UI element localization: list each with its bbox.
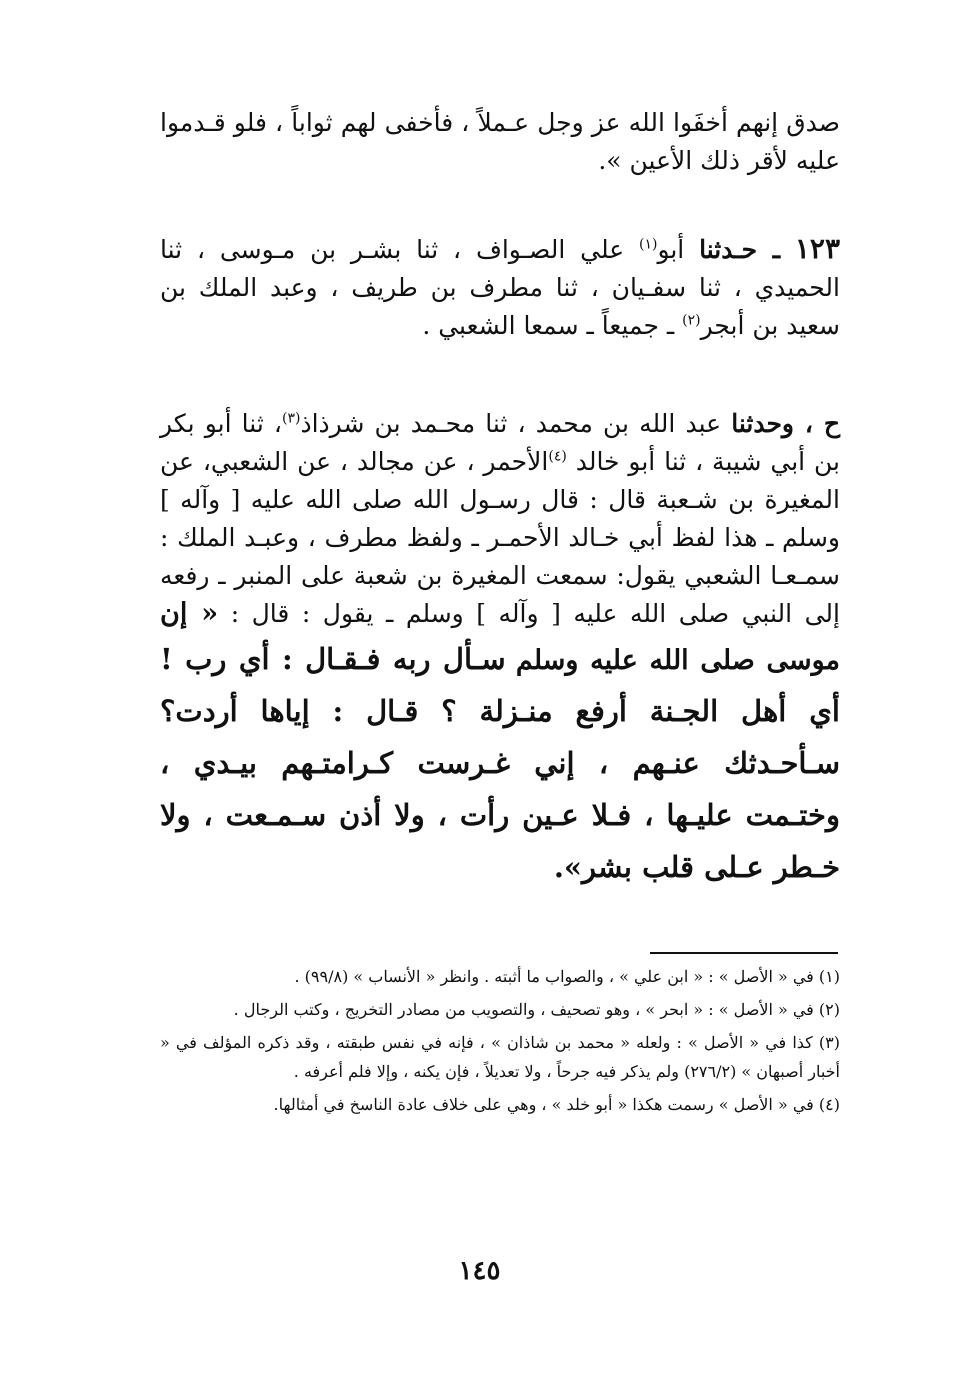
hadith-matn-body: سـأل ربه فـقـال : أي رب ! أي أهل الجـنة أرفع منـزلة ؟ قـال : إياها أردت؟ سـأحـدثك عنـهم ، إني غـرست كـرامتـهم بيـدي ، وختـمت عليـها ، فـلا عـين رأت ، ولا أذن سـمـعت ، ولا خـطر عـلى قلب بشر».	[160, 642, 840, 884]
narration-lead: ـ حـدثنا	[699, 235, 781, 264]
isnad-part-b: ، ثنا أبو بكر بن أبي شيبة ، ثنا أبو خالد	[160, 409, 840, 476]
hadith-second-chain-paragraph	[160, 405, 840, 893]
footnote-2: (٢) في « الأصل » : « ابحر » ، وهو تصحيف ، والتصويب من مصادر التخريج ، وكتب الرجال .	[233, 1000, 840, 1019]
footnote-ref-1[interactable]: (١)	[638, 236, 658, 253]
footnote-4: (٤) في « الأصل » رسمت هكذا « أبو خلد » ، وهي على خلاف عادة الناسخ في أمثالها.	[273, 1095, 840, 1114]
footnotes-section	[160, 962, 840, 1123]
footnote-ref-2[interactable]: (٢)	[682, 312, 701, 329]
footnote-3: (٣) كذا في « الأصل » : ولعله « محمد بن شاذان » ، فإنه في نفس طبقته ، وقد ذكره المؤلف في « أخبار أصبهان » (٢٧٦/٢) ولم يذكر فيه جرحاً ، ولا تعديلاً ، فإن يكنه ، وإلا فلم أعرفه .	[160, 1033, 840, 1081]
paragraph-text: صدق إنهم أخفَوا الله عز وجل عـملاً ، فأخفى لهم ثواباً ، فلو قـدموا عليه لأقر ذلك الأعين ».	[160, 108, 840, 175]
isnad-part-a: عبد الله بن محمد ، ثنا محـمد بن شرذاذ	[300, 409, 722, 438]
narration-lead: ح ، وحدثنا	[731, 409, 841, 438]
hadith-matn-start: « إن موسى صلى الله عليه وسلم	[160, 598, 840, 676]
hadith-123-text	[160, 230, 840, 345]
isnad-part-a: أبو	[657, 235, 685, 264]
hadith-chain-text	[160, 405, 840, 893]
isnad-part-c: الأحمر ، عن مجالد ، عن الشعبي، عن المغيرة بن شـعبة قال : قال رسـول الله صلى الله عليه [ وآله ] وسلم ـ هذا لفظ أبي خـالد الأحمـر ـ ولفظ مطرف ، وعبـد الملك : سمـعـا الشعبي يقول: سمعت المغيرة بن شعبة على المنبر ـ رفعه إلى النبي صلى الله عليه [ وآله ] وسلم ـ يقول : قال :	[160, 447, 840, 628]
isnad-part-c: ـ جميعاً ـ سمعا الشعبي .	[422, 311, 675, 340]
footnote-ref-4[interactable]: (٤)	[548, 448, 567, 465]
page-number: ١٤٥	[458, 1256, 501, 1286]
hadith-number: ١٢٣	[794, 232, 840, 265]
paragraph-continuation	[160, 104, 840, 180]
footnote-ref-3[interactable]: (٣)	[282, 410, 301, 427]
hadith-123-paragraph	[160, 230, 840, 345]
footnote-1: (١) في « الأصل » : « ابن علي » ، والصواب ما أثبته . وانظر « الأنساب » (٩٩/٨) .	[294, 967, 840, 986]
isnad-part-b: علي الصـواف ، ثنا بشـر بن مـوسى ، ثنا الحميدي ، ثنا سفـيان ، ثنا مطرف بن طريف ، وعبد الملك بن سعيد بن أبجر	[160, 235, 840, 340]
footnote-separator	[650, 952, 838, 954]
